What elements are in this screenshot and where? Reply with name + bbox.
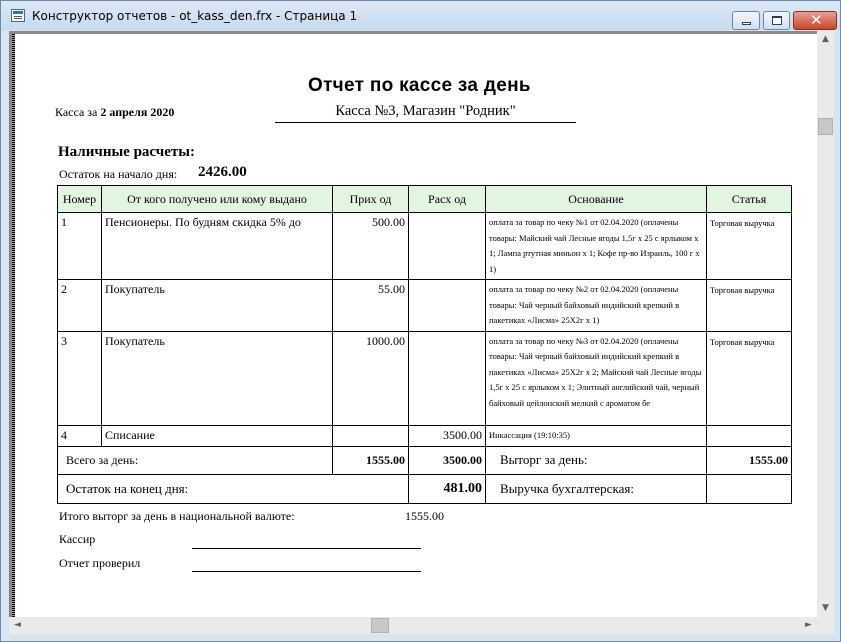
vertical-scroll-thumb[interactable] (818, 118, 833, 135)
row-income: 55.00 (333, 280, 409, 332)
close-icon: ✕ (810, 11, 823, 29)
table-row (58, 280, 792, 332)
date-value: 2 апреля 2020 (100, 105, 175, 119)
scroll-left-icon[interactable]: ◄ (14, 620, 21, 630)
row-income: 1000.00 (333, 331, 409, 425)
scroll-right-icon[interactable]: ► (805, 620, 812, 630)
closing-value: 481.00 (409, 474, 486, 503)
row-category: Торговая выручка (707, 331, 792, 425)
row-income: 500.00 (333, 213, 409, 280)
col-party: От кого получено или кому выдано (102, 186, 333, 213)
row-income (333, 425, 409, 446)
horizontal-scroll-thumb[interactable] (371, 618, 389, 633)
row-party: Покупатель (102, 331, 333, 425)
opening-balance-label: Остаток на начало дня: (59, 167, 178, 181)
row-party: Покупатель (102, 280, 333, 332)
date-label: Касса за (55, 105, 98, 119)
scroll-down-icon[interactable]: ▼ (822, 603, 829, 613)
vertical-scrollbar[interactable] (817, 31, 834, 617)
row-expense (409, 331, 486, 425)
row-basis: оплата за товар по чеку №2 от 02.04.2020 (оплачены товары: Чай черный байховый индийский крепкий в пакетиках «Лисма» 25Х2г х 1) (486, 280, 707, 332)
revenue-label: Выторг за день: (486, 446, 707, 474)
report-title: Отчет по кассе за день (308, 75, 531, 96)
day-total-row (58, 446, 792, 474)
row-basis: оплата за товар по чеку №3 от 02.04.2020 (оплачены товары: Чай черный байховый индийский крепкий в пакетиках «Лисма» 25Х2г х 2; Майский чай Лесные ягоды 1,5г х 25 с ярлыком х 1; Элитный английский чай, черный байховый цейлонский мелкий с ароматом бе (486, 331, 707, 425)
window-title: Конструктор отчетов - ot_kass_den.frx - Страница 1 (32, 9, 358, 23)
row-category: Торговая выручка (707, 213, 792, 280)
row-expense (409, 280, 486, 332)
col-number: Номер (58, 186, 102, 213)
row-number: 1 (58, 213, 102, 280)
checked-signature-line (192, 571, 421, 572)
date-line (55, 105, 174, 120)
table-row (58, 425, 792, 446)
closing-label: Остаток на конец дня: (58, 474, 409, 503)
report-page (12, 34, 817, 617)
national-total-value: 1555.00 (405, 509, 444, 523)
row-basis: оплата за товар по чеку №1 от 02.04.2020 (оплачены товары: Майский чай Лесные ягоды 1,5г х 25 с ярлыком х 1; Лампа ртутная миньон х 1; Кофе пр-во Израиль, 100 г х 1) (486, 213, 707, 280)
scroll-up-icon[interactable]: ▲ (822, 34, 829, 44)
row-category (707, 425, 792, 446)
report-app-icon (11, 9, 25, 22)
col-expense: Расх од (409, 186, 486, 213)
minimize-button[interactable] (732, 11, 760, 30)
checked-label: Отчет проверил (59, 556, 141, 570)
row-basis: Инкассация (19:10:35) (486, 425, 707, 446)
maximize-icon (772, 16, 782, 25)
close-button[interactable] (793, 11, 837, 30)
store-name: Касса №3, Магазин "Родник" (275, 103, 576, 123)
preview-area (9, 31, 817, 617)
page-edge (12, 34, 15, 617)
opening-balance-value: 2426.00 (198, 164, 247, 180)
col-income: Прих од (333, 186, 409, 213)
table-row (58, 213, 792, 280)
accounting-label: Выручка бухгалтерская: (486, 474, 707, 503)
table-row (58, 331, 792, 425)
cashier-label: Кассир (59, 532, 96, 546)
col-category: Статья (707, 186, 792, 213)
title-bar[interactable] (1, 1, 840, 30)
cash-table (57, 185, 792, 504)
row-category: Торговая выручка (707, 280, 792, 332)
table-header (58, 186, 792, 213)
row-number: 2 (58, 280, 102, 332)
horizontal-scrollbar[interactable] (9, 617, 817, 634)
income-total: 1555.00 (333, 446, 409, 474)
accounting-value (707, 474, 792, 503)
row-party: Списание (102, 425, 333, 446)
closing-row (58, 474, 792, 503)
row-expense (409, 213, 486, 280)
day-total-label: Всего за день: (58, 446, 333, 474)
row-party: Пенсионеры. По будням скидка 5% до (102, 213, 333, 280)
expense-total: 3500.00 (409, 446, 486, 474)
cashier-signature-line (192, 548, 421, 549)
maximize-button[interactable] (763, 11, 790, 30)
resize-grip[interactable] (817, 617, 834, 634)
minimize-icon (742, 22, 751, 25)
row-expense: 3500.00 (409, 425, 486, 446)
row-number: 4 (58, 425, 102, 446)
row-number: 3 (58, 331, 102, 425)
col-basis: Основание (486, 186, 707, 213)
national-total-label: Итого выторг за день в национальной валюте: (59, 509, 295, 523)
revenue-value: 1555.00 (707, 446, 792, 474)
section-title: Наличные расчеты: (58, 144, 195, 160)
